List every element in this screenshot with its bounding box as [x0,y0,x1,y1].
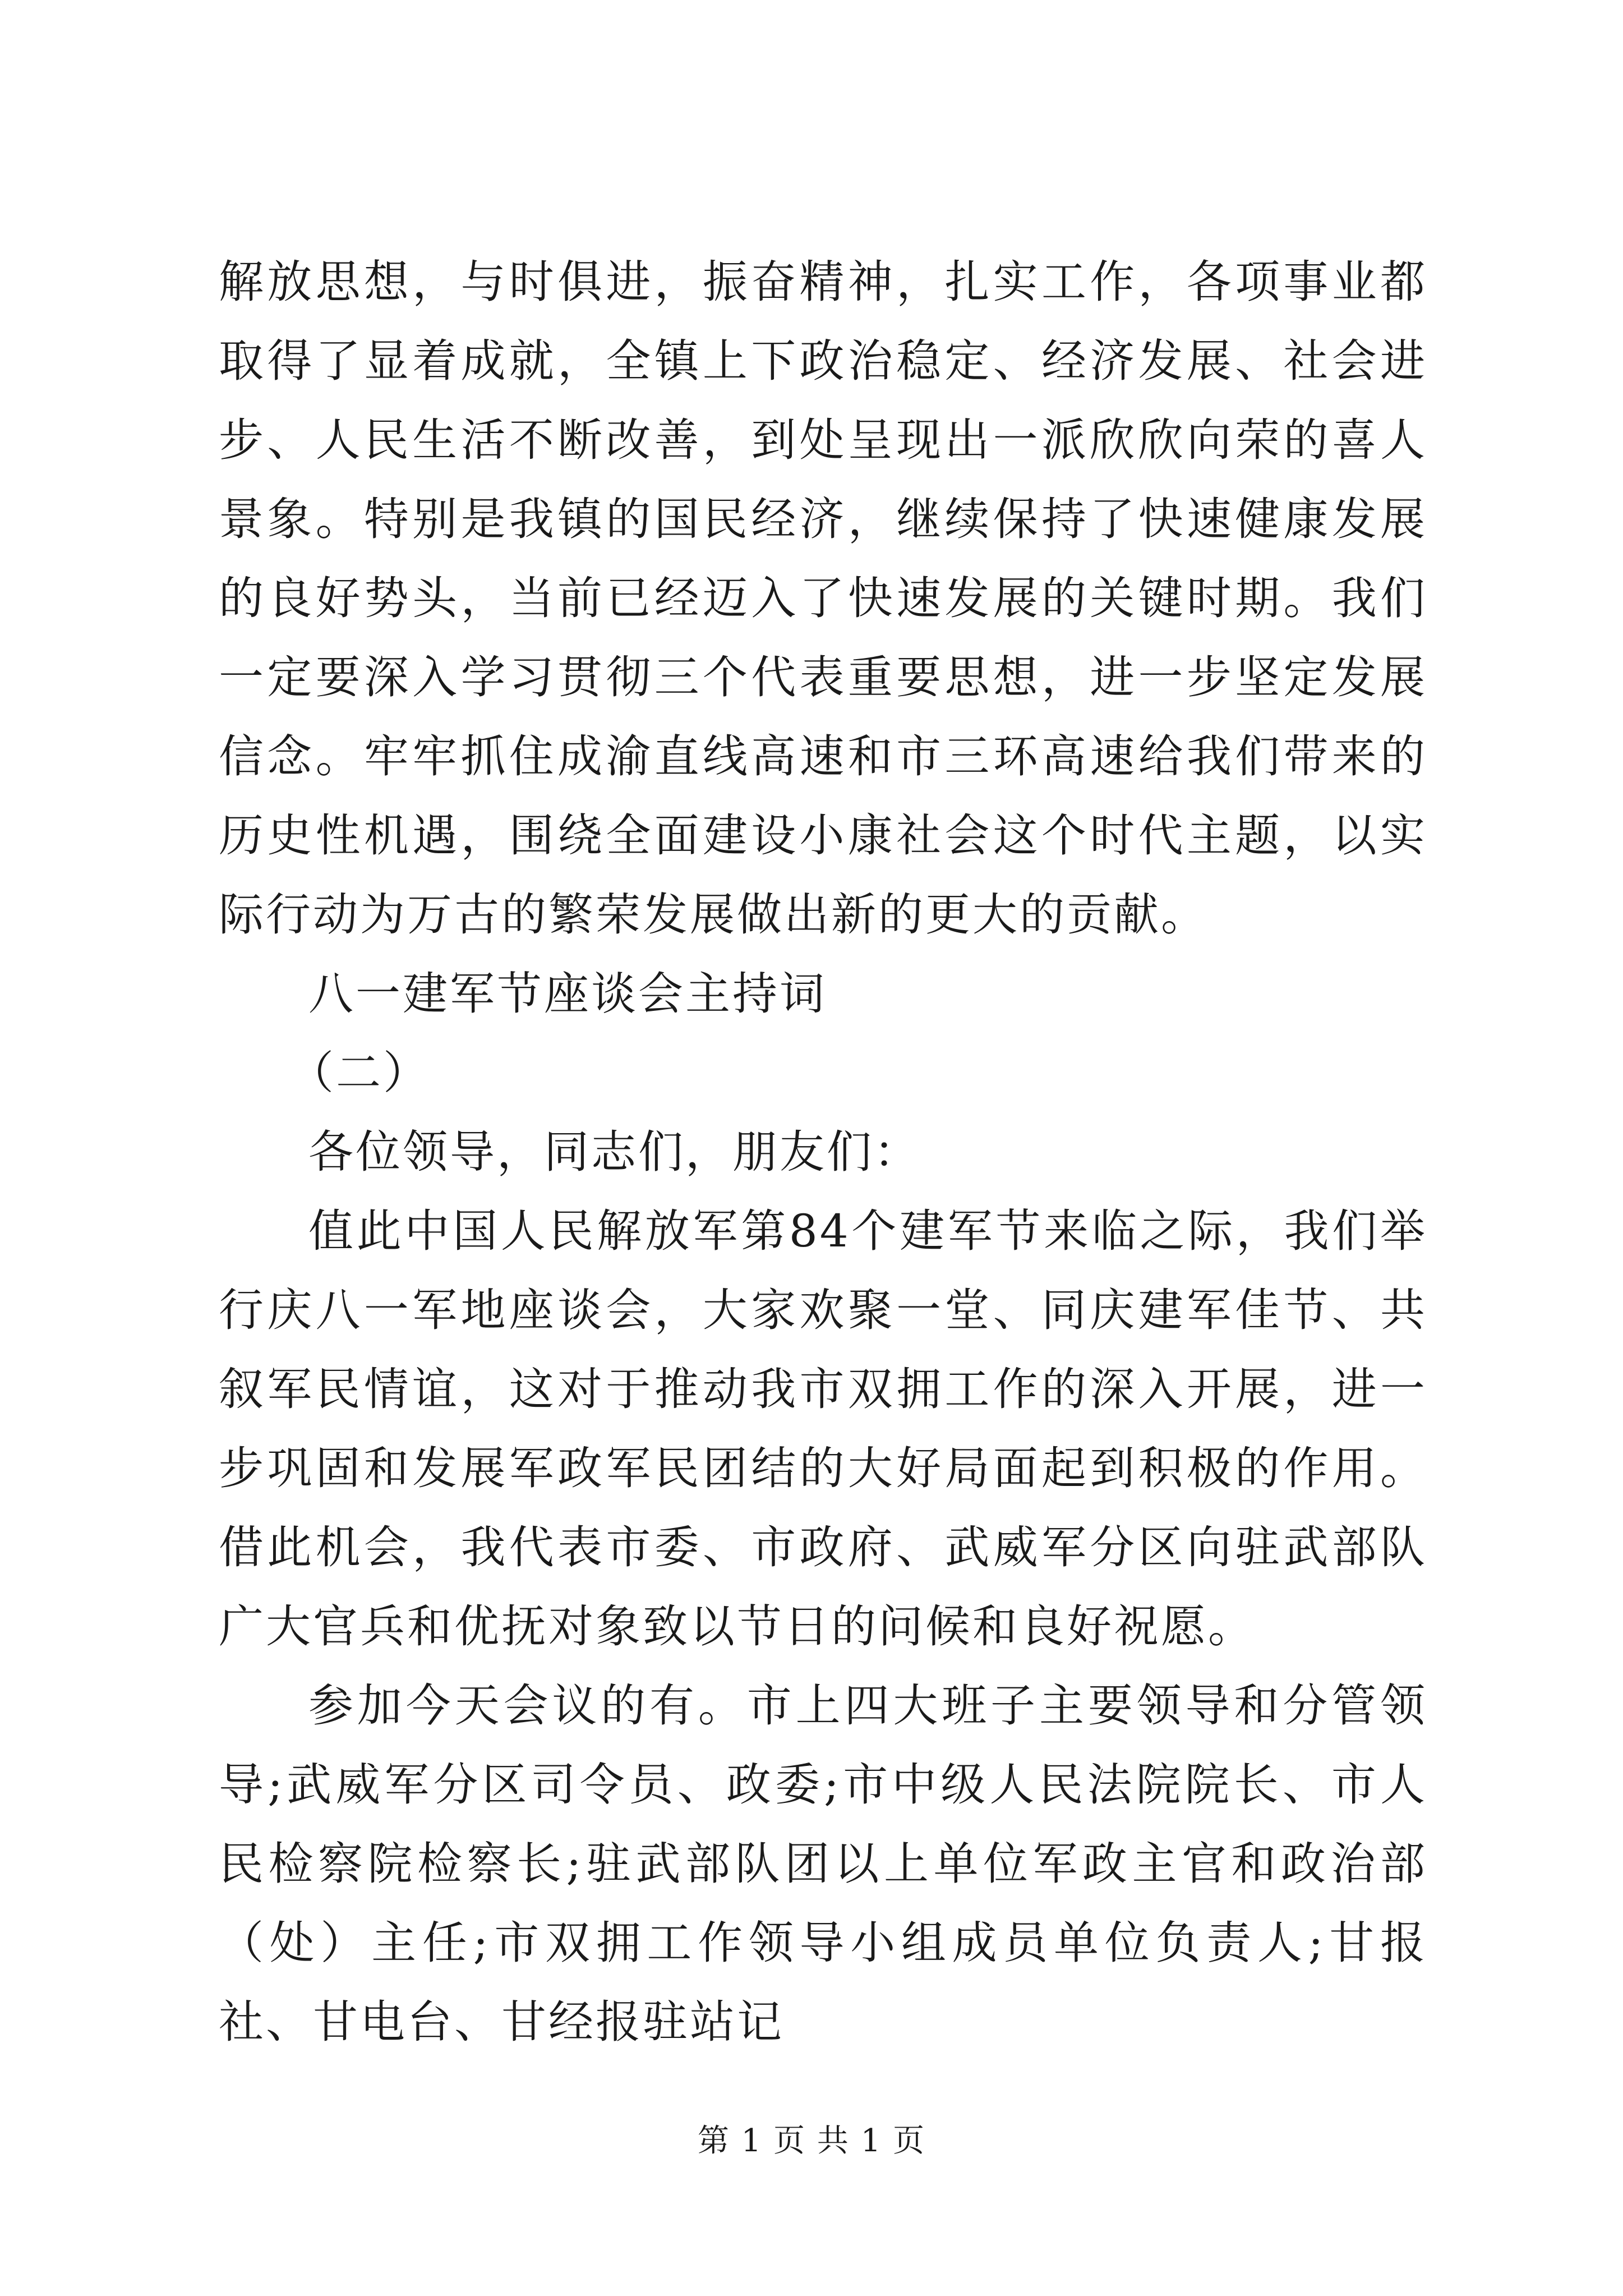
document-body [219,242,1427,2062]
paragraph-opening: 值此中国人民解放军第84个建军节来临之际，我们举行庆八一军地座谈会，大家欢聚一堂、同庆建军佳节、共叙军民情谊，这对于推动我市双拥工作的深入开展，进一步巩固和发展军政军民团结的大好局面起到积极的作用。借此机会，我代表市委、市政府、武威军分区向驻武部队广大官兵和优抚对象致以节日的问候和良好祝愿。 [219,1205,1427,1653]
section-title: 八一建军节座谈会主持词 [308,968,827,1020]
salutation: 各位领导，同志们，朋友们： [308,1126,921,1178]
section-number: （二） [289,1047,430,1099]
paragraph-attendees: 参加今天会议的有。市上四大班子主要领导和分管领导;武威军分区司令员、政委;市中级人民法院院长、市人民检察院检察长;驻武部队团以上单位军政主官和政治部（处）主任;市双拥工作领导小组成员单位负责人;甘报社、甘电台、甘经报驻站记 [219,1680,1427,2048]
page-footer: 第 1 页 共 1 页 [697,2123,926,2159]
paragraph-intro-continuation: 解放思想，与时俱进，振奋精神，扎实工作，各项事业都取得了显着成就，全镇上下政治稳定、经济发展、社会进步、人民生活不断改善，到处呈现出一派欣欣向荣的喜人景象。特别是我镇的国民经济，继续保持了快速健康发展的良好势头，当前已经迈入了快速发展的关键时期。我们一定要深入学习贯彻三个代表重要思想，进一步坚定发展信念。牢牢抓住成渝直线高速和市三环高速给我们带来的历史性机遇，围绕全面建设小康社会这个时代主题，以实际行动为万古的繁荣发展做出新的更大的贡献。 [219,256,1427,941]
